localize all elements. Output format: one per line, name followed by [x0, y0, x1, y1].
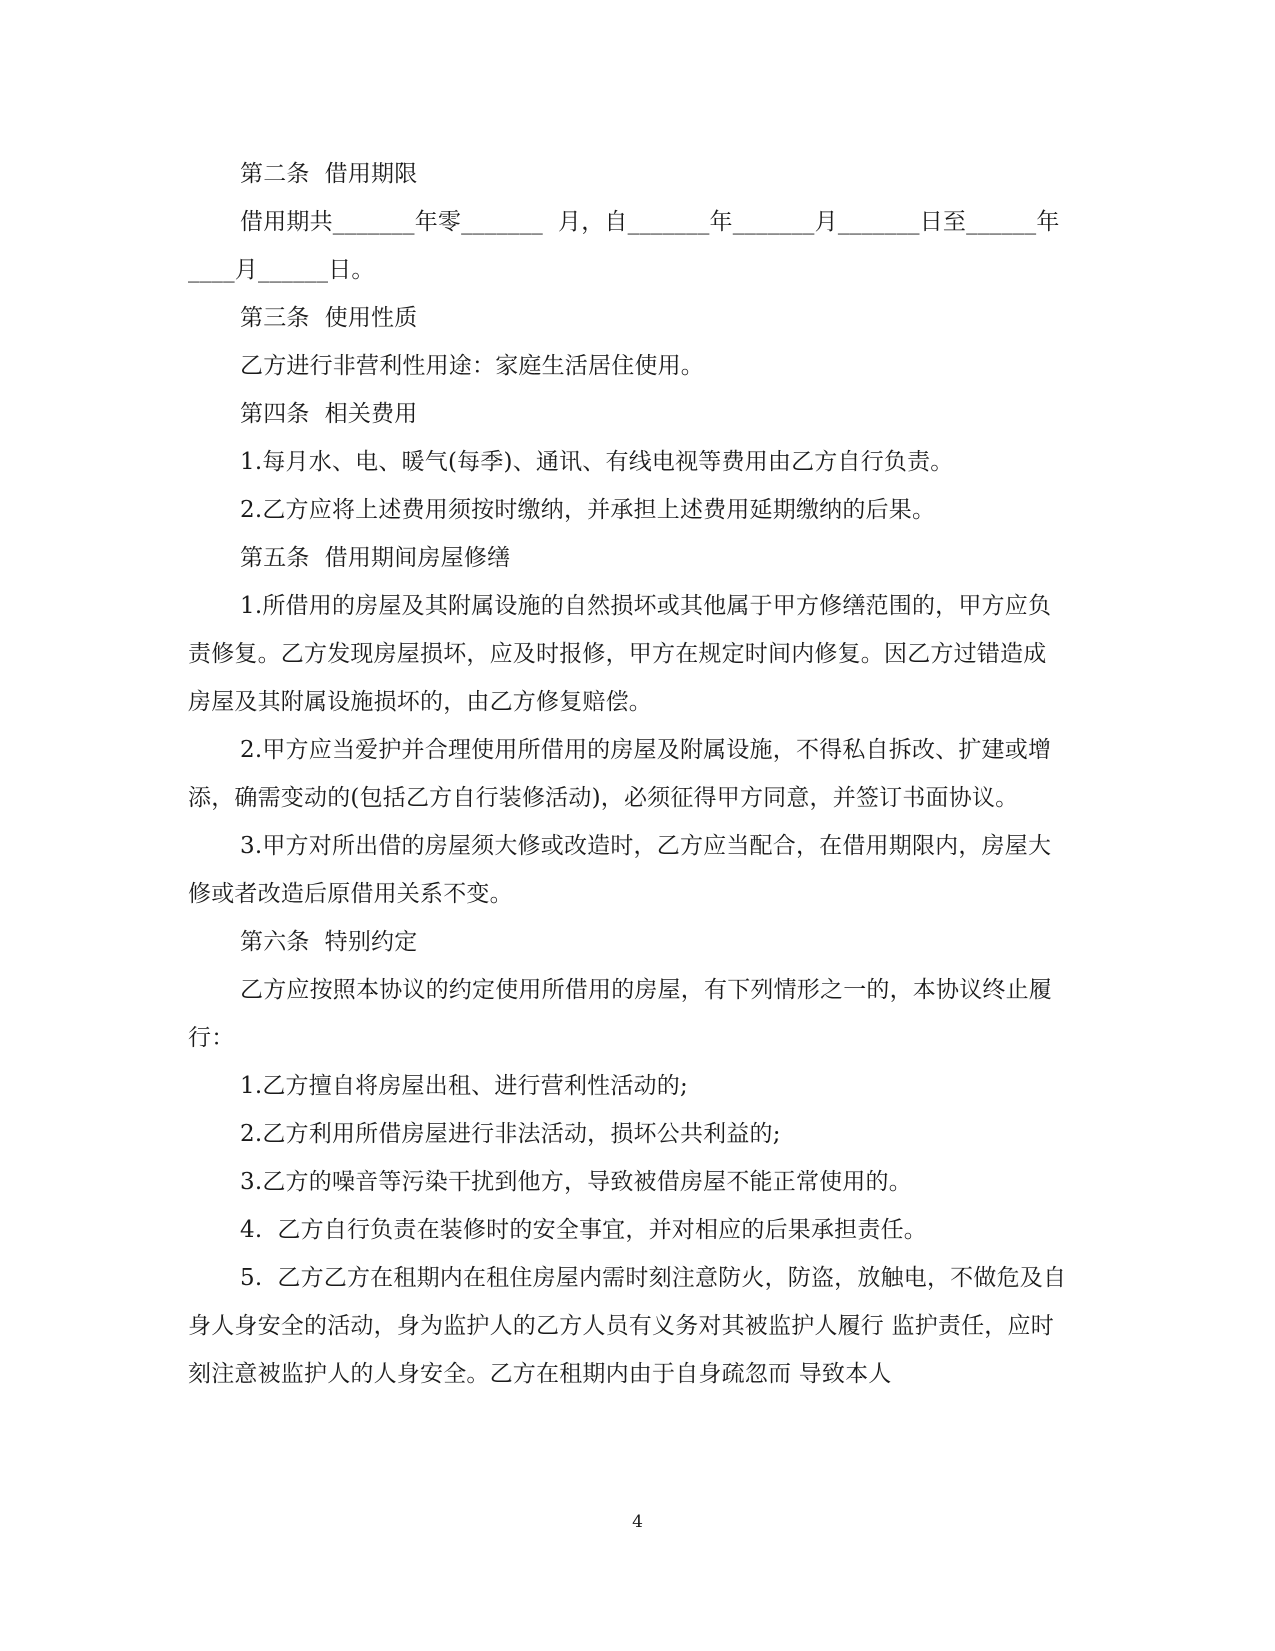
fees-item-1: 1.每月水、电、暖气(每季)、通讯、有线电视等费用由乙方自行负责。 — [240, 449, 954, 475]
usage-clause: 乙方进行非营利性用途：家庭生活居住使用。 — [240, 353, 704, 379]
special-item-1: 1.乙方擅自将房屋出租、进行营利性活动的; — [240, 1073, 688, 1099]
page-number: 4 — [632, 1512, 643, 1532]
fees-item-2: 2.乙方应将上述费用须按时缴纳，并承担上述费用延期缴纳的后果。 — [240, 497, 936, 523]
repair-item-1: 1.所借用的房屋及其附属设施的自然损坏或其他属于甲方修缮范围的，甲方应负责修复。乙方发现房屋损坏，应及时报修，甲方在规定时间内修复。因乙方过错造成房屋及其附属设施损坏的，由乙方修复赔偿。 — [188, 593, 1052, 715]
special-item-3: 3.乙方的噪音等污染干扰到他方，导致被借房屋不能正常使用的。 — [240, 1169, 912, 1195]
article-3-heading: 第三条 使用性质 — [240, 305, 418, 331]
article-5-heading: 第五条 借用期间房屋修缮 — [240, 545, 511, 571]
article-6-heading: 第六条 特别约定 — [240, 929, 418, 955]
repair-item-3: 3.甲方对所出借的房屋须大修或改造时，乙方应当配合，在借用期限内，房屋大修或者改造后原借用关系不变。 — [188, 833, 1052, 907]
document-body — [188, 150, 1068, 1398]
special-item-5: 5. 乙方乙方在租期内在租住房屋内需时刻注意防火，防盗，放触电，不做危及自身人身安全的活动，身为监护人的乙方人员有义务对其被监护人履行 监护责任，应时刻注意被监护人的人身安全。乙方在租期内由于自身疏忽而 导致本人 — [188, 1265, 1067, 1387]
loan-period-clause: 借用期共_______年零_______ 月，自_______年_______月_______日至______年____月______日。 — [188, 209, 1060, 283]
article-4-heading: 第四条 相关费用 — [240, 401, 418, 427]
special-item-4: 4. 乙方自行负责在装修时的安全事宜，并对相应的后果承担责任。 — [240, 1217, 927, 1243]
repair-item-2: 2.甲方应当爱护并合理使用所借用的房屋及附属设施，不得私自拆改、扩建或增添，确需变动的(包括乙方自行装修活动)，必须征得甲方同意，并签订书面协议。 — [188, 737, 1052, 811]
special-item-2: 2.乙方利用所借房屋进行非法活动，损坏公共利益的; — [240, 1121, 781, 1147]
article-2-heading: 第二条 借用期限 — [240, 161, 418, 187]
special-terms-intro: 乙方应按照本协议的约定使用所借用的房屋，有下列情形之一的，本协议终止履行： — [188, 977, 1052, 1051]
